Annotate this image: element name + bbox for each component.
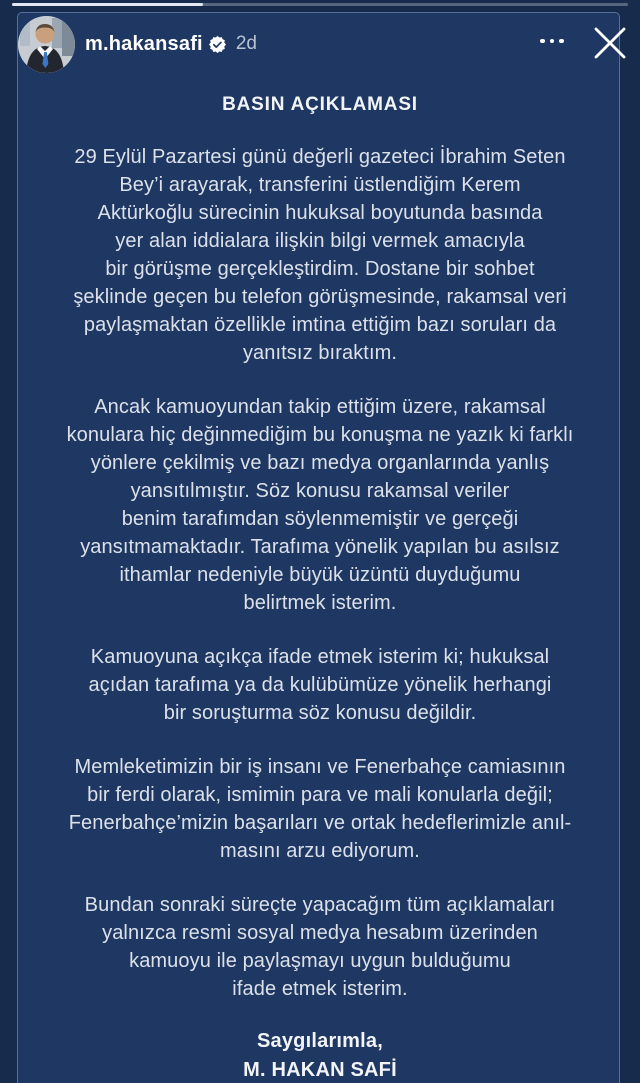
statement-signature: Saygılarımla, M. HAKAN SAFİ [243,1030,397,1081]
statement-paragraph: Kamuoyuna açıkça ifade etmek isterim ki; hukuksal açıdan tarafıma ya da kulübümüze yönelik herhangi bir soruşturma söz konusu değildir. [88,646,552,724]
close-button[interactable] [589,24,631,62]
avatar[interactable] [18,16,75,73]
statement-paragraph: Memleketimizin bir iş insanı ve Fenerbahçe camiasının bir ferdi olarak, ismimin para ve mali konularla değil; Fenerbahçe’mizin başarıları ve ortak hedeflerimizle anıl- masını arzu ediyorum. [68,756,572,862]
more-options-button[interactable] [534,28,570,54]
story-header [18,15,257,73]
press-statement [14,0,626,1083]
statement-title: BASIN AÇIKLAMASI [222,94,418,115]
avatar-photo [18,16,75,73]
more-options-icon [540,39,545,44]
close-icon [592,25,628,61]
statement-paragraph: Ancak kamuoyundan takip ettiğim üzere, rakamsal konulara hiç değinmediğim bu konuşma ne yazık ki farklı yönlere çekilmiş ve bazı medya organlarında yanlış yansıtılmıştır. Söz konusu rakamsal veriler benim tarafımdan söylenmemiştir ve gerçeği yansıtmamaktadır. Tarafıma yönelik yapılan bu asılsız ithamlar nedeniyle büyük üzüntü duyduğumu belirtmek isterim. [66,396,574,614]
story-timestamp: 2d [235,33,257,54]
statement-paragraph: Bundan sonraki süreçte yapacağım tüm açıklamaları yalnızca resmi sosyal medya hesabım üzerinden kamuoyu ile paylaşmayı uygun bulduğumu ifade etmek isterim. [84,894,556,1000]
username[interactable]: m.hakansafi [85,32,203,55]
statement-paragraph: 29 Eylül Pazartesi günü değerli gazeteci İbrahim Seten Bey’i arayarak, transferini üstlendiğim Kerem Aktürkoğlu sürecinin hukuksal boyutunda basında yer alan iddialara ilişkin bilgi vermek amacıyla bir görüşme gerçekleştirdim. Dostane bir sohbet şeklinde geçen bu telefon görüşmesinde, rakamsal veri paylaşmaktan özellikle imtina ettiğim bazı soruları da yanıtsız bıraktım. [73,146,567,364]
verified-badge-icon [209,36,226,53]
